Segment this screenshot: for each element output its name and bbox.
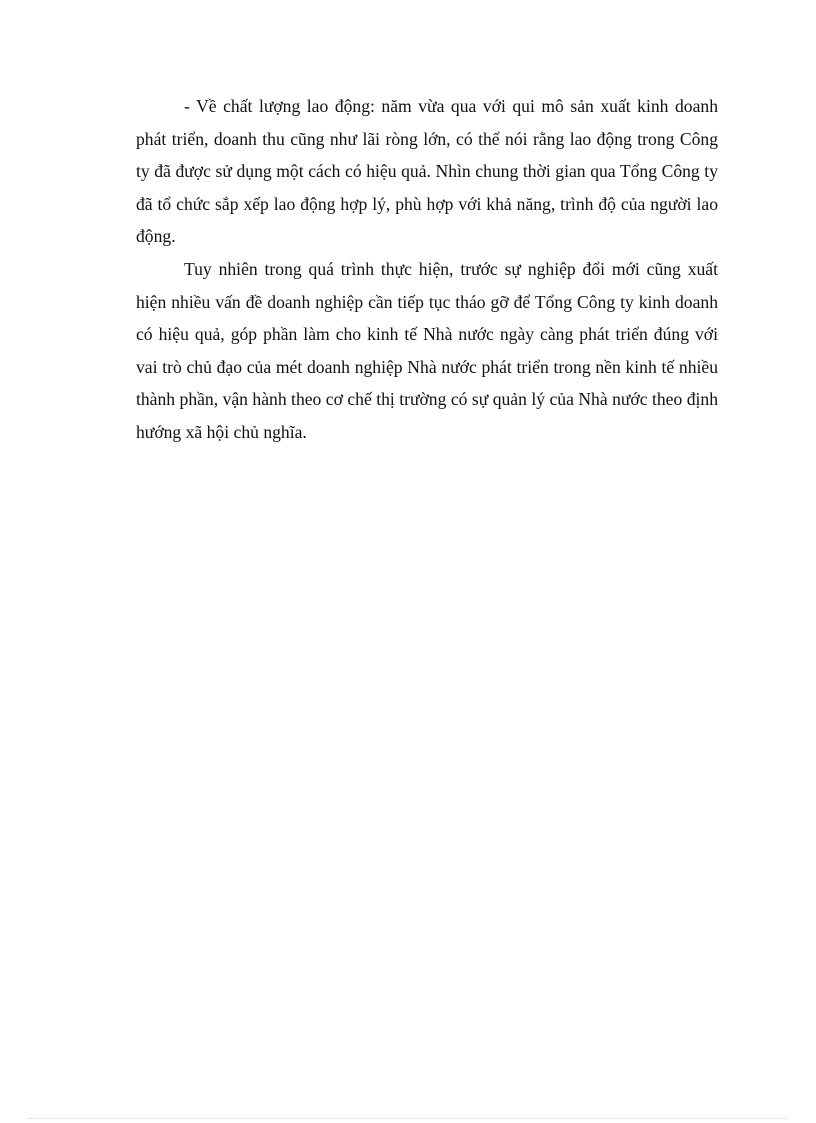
paragraph-labor-quality: - Về chất lượng lao động: năm vừa qua với qui mô sản xuất kinh doanh phát triển, doanh thu cũng như lãi ròng lớn, có thể nói rằng lao động trong Công ty đã được sử dụng một cách có hiệu quả. Nhìn chung thời gian qua Tổng Công ty đã tổ chức sắp xếp lao động hợp lý, phù hợp với khả năng, trình độ của người lao động.: [136, 96, 718, 247]
document-body: [136, 90, 718, 449]
page-bottom-divider: [28, 1118, 788, 1119]
paragraph-challenges: Tuy nhiên trong quá trình thực hiện, trước sự nghiệp đổi mới cũng xuất hiện nhiều vấn đề doanh nghiệp cần tiếp tục tháo gỡ để Tổng Công ty kinh doanh có hiệu quả, góp phần làm cho kinh tế Nhà nước ngày càng phát triển đúng với vai trò chủ đạo của mét doanh nghiệp Nhà nước phát triển trong nền kinh tế nhiều thành phần, vận hành theo cơ chế thị trường có sự quản lý của Nhà nước theo định hướng xã hội chủ nghĩa.: [136, 258, 718, 442]
